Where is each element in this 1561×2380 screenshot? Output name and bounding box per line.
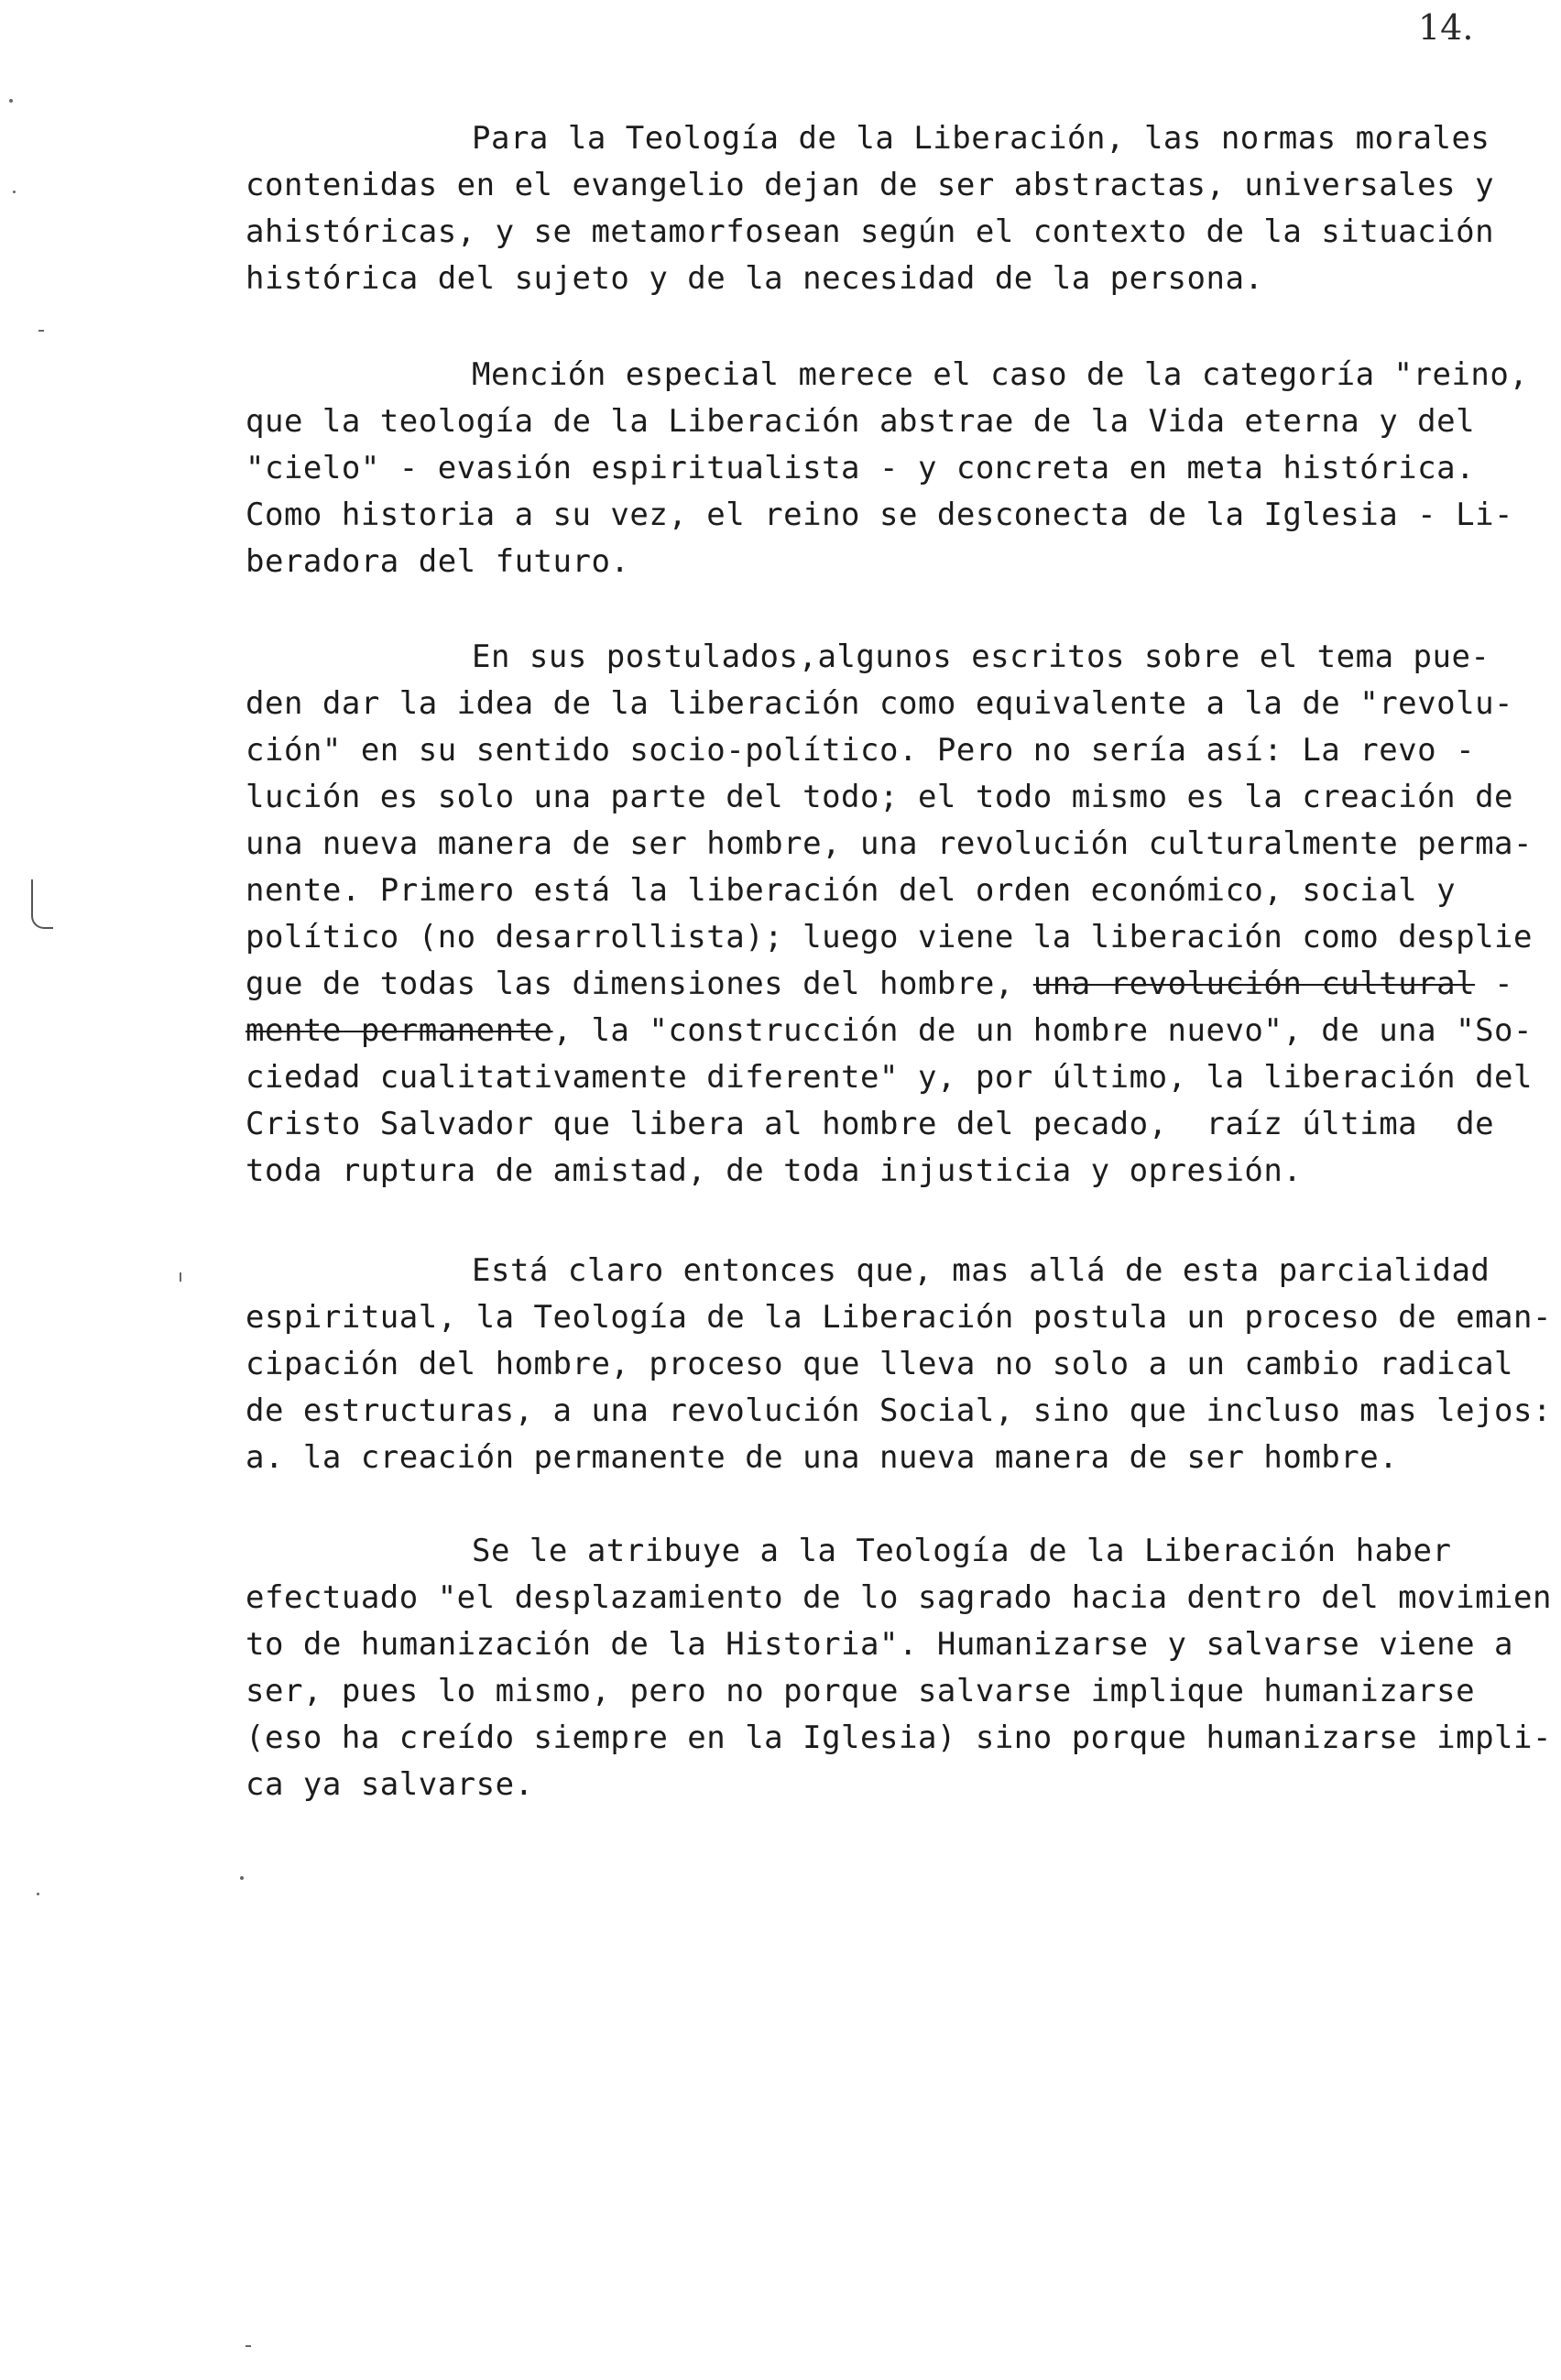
text-segment: , la "construcción de un hombre nuevo", de una "So-	[552, 1012, 1533, 1049]
text-line: den dar la idea de la liberación como equivalente a la de "revolu-	[246, 685, 1514, 722]
text-line: histórica del sujeto y de la necesidad de la persona.	[246, 260, 1264, 297]
text-line: (eso ha creído siempre en la Iglesia) sino porque humanizarse impli-	[246, 1719, 1552, 1756]
text-line: En sus postulados,algunos escritos sobre el tema pue-	[472, 639, 1490, 675]
scan-speck	[9, 99, 13, 103]
scan-speck	[37, 1893, 39, 1895]
text-line: Cristo Salvador que libera al hombre del pecado, raíz última de	[246, 1106, 1495, 1142]
text-line: efectuado "el desplazamiento de lo sagrado hacia dentro del movimien	[246, 1579, 1552, 1616]
text-line: "cielo" - evasión espiritualista - y concreta en meta histórica.	[246, 450, 1476, 486]
scan-speck	[38, 330, 44, 332]
paragraph-5	[246, 1528, 1552, 1808]
text-line: ahistóricas, y se metamorfosean según el contexto de la situación	[246, 213, 1495, 250]
text-line: lución es solo una parte del todo; el todo mismo es la creación de	[246, 779, 1514, 815]
text-line: espiritual, la Teología de la Liberación postula un proceso de eman-	[246, 1299, 1552, 1336]
text-segment: gue de todas las dimensiones del hombre,	[246, 966, 1014, 1002]
margin-pencil-mark	[31, 879, 53, 929]
text-line: nente. Primero está la liberación del orden económico, social y	[246, 872, 1457, 909]
paragraph-2	[246, 352, 1528, 585]
struck-text: mente permanente	[246, 1012, 553, 1049]
text-line: toda ruptura de amistad, de toda injusticia y opresión.	[246, 1152, 1303, 1189]
text-line: ciedad cualitativamente diferente" y, por último, la liberación del	[246, 1059, 1533, 1096]
text-line: ca ya salvarse.	[246, 1766, 534, 1803]
text-line: Está claro entonces que, mas allá de esta parcialidad	[472, 1252, 1490, 1289]
scan-speck	[13, 191, 16, 193]
text-line: ción" en su sentido socio-político. Pero no sería así: La revo -	[246, 732, 1476, 769]
scan-speck	[246, 2345, 251, 2347]
paragraph-3	[246, 634, 1533, 1195]
struck-text: una revolución cultural	[1032, 966, 1476, 1002]
text-line: to de humanización de la Historia". Humanizarse y salvarse viene a	[246, 1626, 1514, 1663]
text-line: Como historia a su vez, el reino se desconecta de la Iglesia - Li-	[246, 497, 1514, 533]
text-line: una nueva manera de ser hombre, una revolución culturalmente perma-	[246, 825, 1533, 862]
text-line: de estructuras, a una revolución Social, sino que incluso mas lejos:	[246, 1392, 1552, 1429]
text-segment: -	[1475, 966, 1514, 1002]
page-number: 14.	[1418, 7, 1474, 48]
text-line: cipación del hombre, proceso que lleva no solo a un cambio radical	[246, 1346, 1514, 1382]
text-line: ser, pues lo mismo, pero no porque salvarse implique humanizarse	[246, 1673, 1476, 1709]
text-line: beradora del futuro.	[246, 543, 630, 580]
scan-speck	[180, 1272, 181, 1282]
paragraph-4	[246, 1248, 1552, 1481]
text-line-with-strikethrough	[246, 1008, 1533, 1054]
scan-speck	[240, 1876, 244, 1880]
text-line: Se le atribuye a la Teología de la Liberación haber	[472, 1533, 1452, 1569]
paragraph-1	[246, 115, 1528, 302]
text-line: político (no desarrollista); luego viene la liberación como desplie	[246, 919, 1533, 955]
text-line: contenidas en el evangelio dejan de ser abstractas, universales y	[246, 167, 1495, 203]
text-line: Mención especial merece el caso de la categoría "reino,	[472, 356, 1529, 393]
text-line-with-strikethrough	[246, 961, 1528, 1008]
text-line: que la teología de la Liberación abstrae de la Vida eterna y del	[246, 403, 1476, 440]
text-line: Para la Teología de la Liberación, las normas morales	[472, 120, 1490, 157]
text-line: a. la creación permanente de una nueva manera de ser hombre.	[246, 1439, 1399, 1476]
